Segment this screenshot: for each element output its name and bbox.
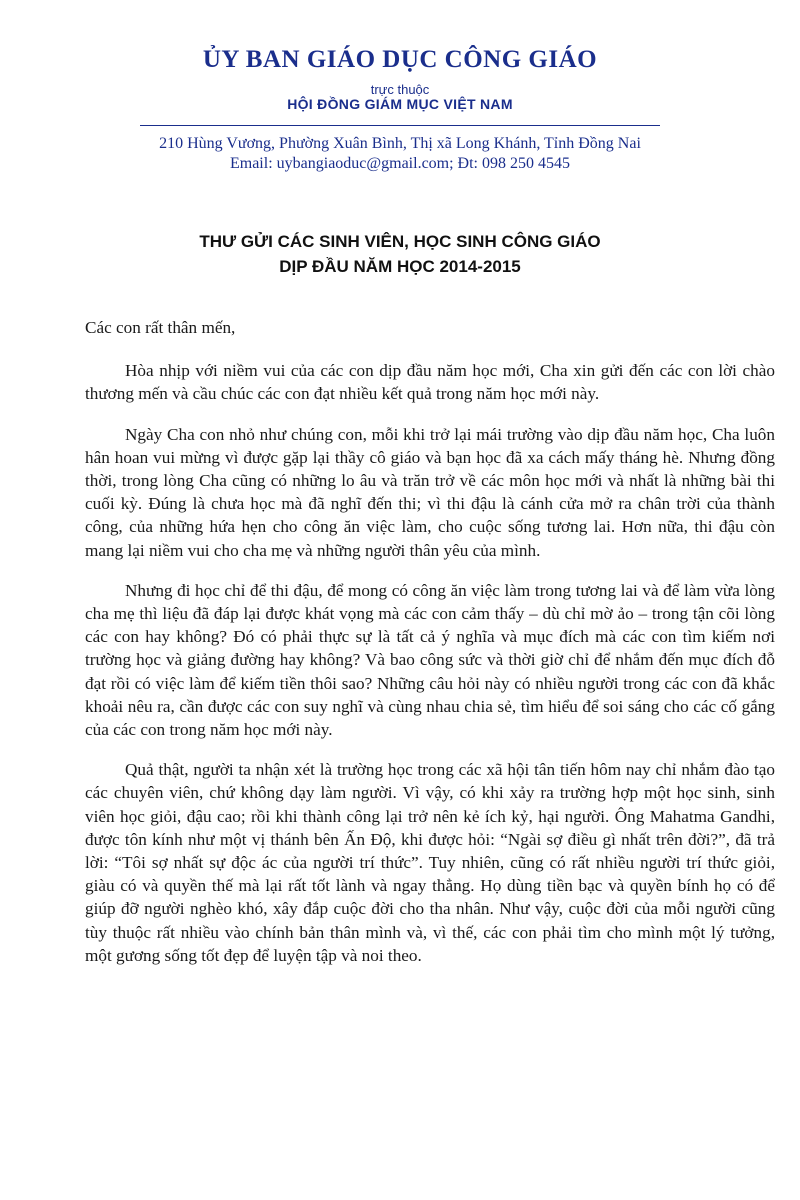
letter-title-line-2: DỊP ĐẦU NĂM HỌC 2014-2015 [279, 257, 521, 276]
parent-organization: HỘI ĐỒNG GIÁM MỤC VIỆT NAM [287, 96, 513, 112]
paragraph: Nhưng đi học chỉ để thi đậu, để mong có công ăn việc làm trong tương lai và để làm vừa lòng cha mẹ thì liệu đã đáp lại được khát vọng mà các con cảm thấy – dù chỉ mờ ảo – trong tận cõi lòng các con hay không? Đó có phải thực sự là tất cả ý nghĩa và mục đích mà các con tìm kiếm nơi trường học và giảng đường hay không? Và bao công sức và thời giờ chỉ để nhắm đến mục đích đỗ đạt rồi có việc làm để kiếm tiền thôi sao? Những câu hỏi này có nhiều người trong các con đã khắc khoải nêu ra, cần được các con suy nghĩ và cùng nhau chia sẻ, tìm hiểu để soi sáng cho các cố gắng của các con trong năm học mới này. [85, 580, 775, 740]
header-divider [140, 125, 660, 126]
paragraph: Ngày Cha con nhỏ như chúng con, mỗi khi trở lại mái trường vào dịp đầu năm học, Cha luôn hân hoan vui mừng vì được gặp lại thầy cô giáo và bạn học đã xa cách mấy tháng hè. Nhưng đồng thời, trong lòng Cha cũng có những lo âu và trăn trở về các môn học mới và nhất là những bài thi cuối kỳ. Đúng là chưa học mà đã nghĩ đến thi; vì thi đậu là cánh cửa mở ra chân trời của thành công, của những hứa hẹn cho công ăn việc làm, cho cuộc sống tương lai. Hơn nữa, thi đậu còn mang lại niềm vui cho cha mẹ và những người thân yêu của mình. [85, 424, 775, 560]
postal-address: 210 Hùng Vương, Phường Xuân Bình, Thị xã Long Khánh, Tỉnh Đồng Nai [159, 135, 641, 152]
paragraph: Hòa nhịp với niềm vui của các con dịp đầu năm học mới, Cha xin gửi đến các con lời chào thương mến và cầu chúc các con đạt nhiều kết quả trong năm học mới này. [85, 361, 775, 404]
paragraph: Quả thật, người ta nhận xét là trường học trong các xã hội tân tiến hôm nay chỉ nhắm đào tạo các chuyên viên, chứ không dạy làm người. Vì vậy, có khi xảy ra trường hợp một học sinh, sinh viên học giỏi, đậu cao; rồi khi thành công lại trở nên kẻ ích kỷ, hại người. Ông Mahatma Gandhi, được tôn kính như một vị thánh bên Ấn Độ, khi được hỏi: “Ngài sợ điều gì nhất trên đời?”, đã trả lời: “Tôi sợ nhất sự độc ác của người trí thức”. Tuy nhiên, cũng có rất nhiều người trí thức giỏi, giàu có và quyền thế mà lại rất tốt lành và ngay thẳng. Họ dùng tiền bạc và quyền bính họ có để giúp đỡ người nghèo khó, xây đắp cuộc đời cho tha nhân. Như vậy, cuộc đời của mỗi người cũng tùy thuộc rất nhiều vào chính bản thân mình và, vì thế, các con phải tìm cho mình một lý tưởng, một gương sống tốt đẹp để luyện tập và noi theo. [85, 760, 775, 965]
organization-affiliation-label: trực thuộc [370, 82, 430, 97]
letter-body [85, 316, 775, 984]
salutation: Các con rất thân mến, [85, 318, 236, 337]
organization-title: ỦY BAN GIÁO DỤC CÔNG GIÁO [202, 46, 598, 73]
contact-block [0, 134, 800, 174]
email-phone: Email: uybangiaoduc@gmail.com; Đt: 098 250 4545 [229, 155, 570, 172]
letter-title-line-1: THƯ GỬI CÁC SINH VIÊN, HỌC SINH CÔNG GIÁO [199, 232, 601, 251]
